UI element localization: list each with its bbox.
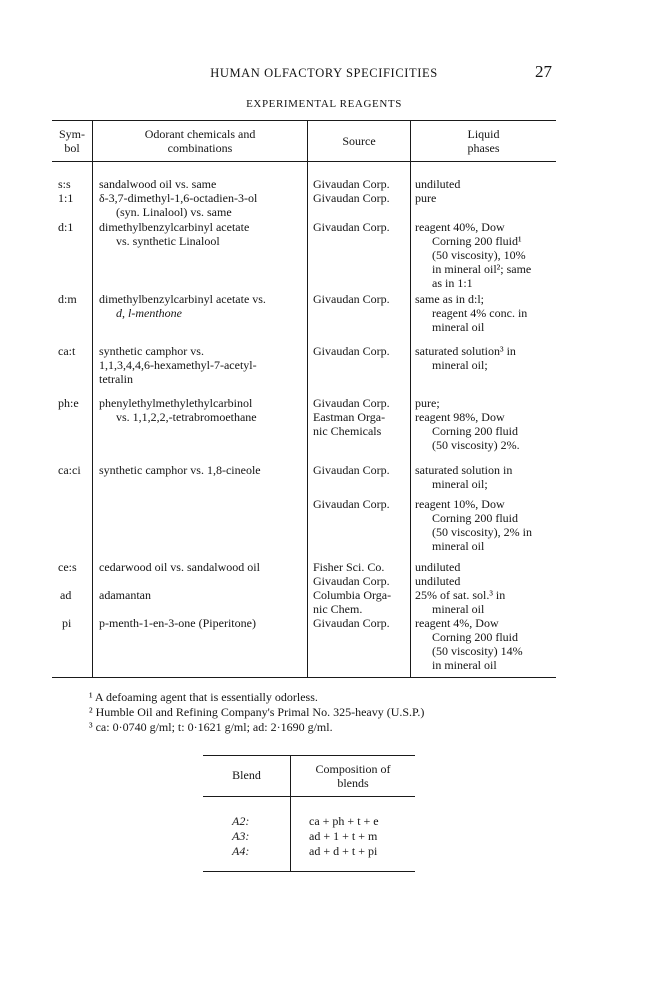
column-header-source (308, 134, 410, 148)
liquid-line: same as in d:l; (415, 292, 484, 306)
row-symbol: pi (62, 616, 72, 630)
liquid-line: (50 viscosity), 2% in (432, 525, 532, 539)
row-odorant (99, 177, 299, 191)
source-line: nic Chemicals (313, 424, 382, 438)
source-line: Givaudan Corp. (313, 220, 390, 234)
row-source (313, 463, 406, 477)
blends-header-composition (291, 762, 415, 790)
column-header-line: Composition of (315, 762, 391, 776)
row-source (313, 588, 406, 616)
column-header-line: combinations (167, 141, 233, 155)
source-line: Givaudan Corp. (313, 191, 390, 205)
source-line: Givaudan Corp. (313, 177, 390, 191)
table-column-divider (307, 120, 308, 677)
blend-composition: ad + d + t + pi (309, 844, 378, 858)
blend-composition: ad + 1 + t + m (309, 829, 378, 843)
blend-name: A3: (232, 829, 250, 843)
source-line: Columbia Orga- (313, 588, 392, 602)
row-liquid (415, 396, 555, 452)
liquid-line: 25% of sat. sol.³ in (415, 588, 506, 602)
row-source (313, 220, 406, 234)
odorant-line: tetralin (99, 372, 133, 386)
table-caption: EXPERIMENTAL REAGENTS (246, 98, 402, 110)
liquid-line: mineral oil (432, 602, 485, 616)
table-top-rule (52, 120, 556, 121)
liquid-line: (50 viscosity), 10% (432, 248, 526, 262)
row-source (313, 616, 406, 630)
row-source (313, 560, 406, 588)
row-odorant (99, 292, 299, 320)
footnote: ³ ca: 0·0740 g/ml; t: 0·1621 g/ml; ad: 2·1690 g/ml. (89, 720, 333, 734)
row-symbol: ce:s (58, 560, 77, 574)
source-line: Givaudan Corp. (313, 396, 390, 410)
odorant-line: dimethylbenzylcarbinyl acetate (99, 220, 250, 234)
row-symbol: ph:e (58, 396, 79, 410)
row-odorant (99, 344, 299, 386)
row-symbol: s:s (58, 177, 71, 191)
source-line: Givaudan Corp. (313, 344, 390, 358)
table-header-rule (52, 161, 556, 162)
column-header-line: Liquid (467, 127, 500, 141)
liquid-line: pure; (415, 396, 440, 410)
odorant-line: 1,1,3,4,4,6-hexamethyl-7-acetyl- (99, 358, 257, 372)
liquid-line: saturated solution³ in (415, 344, 516, 358)
row-liquid (415, 497, 555, 553)
footnote: ¹ A defoaming agent that is essentially odorless. (89, 690, 318, 704)
liquid-line: (50 viscosity) 2%. (432, 438, 520, 452)
row-source (313, 396, 406, 438)
odorant-line: synthetic camphor vs. 1,8-cineole (99, 463, 261, 477)
blend-name: A4: (232, 844, 250, 858)
source-line: Givaudan Corp. (313, 292, 390, 306)
liquid-line: mineral oil; (432, 358, 488, 372)
source-line: Givaudan Corp. (313, 497, 390, 511)
row-source (313, 497, 406, 511)
liquid-line: reagent 10%, Dow (415, 497, 505, 511)
row-source (313, 344, 406, 358)
odorant-line: dimethylbenzylcarbinyl acetate vs. (99, 292, 266, 306)
liquid-line: in mineral oil (432, 658, 497, 672)
row-odorant (99, 463, 299, 477)
liquid-line: (50 viscosity) 14% (432, 644, 523, 658)
liquid-line: reagent 4%, Dow (415, 616, 499, 630)
liquid-line: reagent 98%, Dow (415, 410, 505, 424)
row-symbol: d:1 (58, 220, 74, 234)
odorant-line: d, l-menthone (116, 306, 182, 320)
column-header-odorant (93, 127, 307, 155)
odorant-line: δ-3,7-dimethyl-1,6-octadien-3-ol (99, 191, 258, 205)
row-source (313, 191, 406, 205)
row-liquid (415, 344, 555, 372)
row-symbol: ca:ci (58, 463, 81, 477)
source-line: Givaudan Corp. (313, 616, 390, 630)
blends-top-rule (203, 755, 415, 756)
liquid-line: in mineral oil²; same (432, 262, 532, 276)
odorant-line: adamantan (99, 588, 151, 602)
odorant-line: synthetic camphor vs. (99, 344, 204, 358)
row-liquid (415, 463, 555, 491)
footnote: ² Humble Oil and Refining Company's Primal No. 325-heavy (U.S.P.) (89, 705, 425, 719)
odorant-line: (syn. Linalool) vs. same (116, 205, 232, 219)
column-header-symbol (53, 127, 91, 155)
odorant-line: vs. synthetic Linalool (116, 234, 220, 248)
odorant-line: vs. 1,1,2,2,-tetrabromoethane (116, 410, 257, 424)
liquid-line: Corning 200 fluid (432, 511, 518, 525)
source-line: Eastman Orga- (313, 410, 386, 424)
row-odorant (99, 560, 299, 574)
liquid-line: Corning 200 fluid (432, 424, 518, 438)
blends-header-blend: Blend (232, 768, 261, 782)
liquid-line: reagent 4% conc. in (432, 306, 528, 320)
liquid-line: reagent 40%, Dow (415, 220, 505, 234)
column-header-liquid (411, 127, 556, 155)
table-bottom-rule (52, 677, 556, 678)
liquid-line: mineral oil (432, 539, 485, 553)
odorant-line: sandalwood oil vs. same (99, 177, 217, 191)
liquid-line: Corning 200 fluid¹ (432, 234, 522, 248)
odorant-line: phenylethylmethylethylcarbinol (99, 396, 253, 410)
column-header-line: Sym- (58, 127, 85, 141)
page-number: 27 (535, 62, 552, 81)
blends-bottom-rule (203, 871, 415, 872)
column-header-line: Source (342, 134, 376, 148)
column-header-line: blends (337, 776, 369, 790)
blend-composition: ca + ph + t + e (309, 814, 379, 828)
row-liquid (415, 292, 555, 334)
liquid-line: Corning 200 fluid (432, 630, 518, 644)
source-line: Givaudan Corp. (313, 574, 390, 588)
column-header-line: bol (64, 141, 80, 155)
row-symbol: d:m (58, 292, 77, 306)
table-column-divider (92, 120, 93, 677)
row-odorant (99, 191, 299, 219)
row-source (313, 177, 406, 191)
blends-header-rule (203, 796, 415, 797)
row-symbol: 1:1 (58, 191, 74, 205)
row-liquid (415, 220, 555, 290)
liquid-line: undiluted (415, 560, 461, 574)
row-symbol: ad (60, 588, 72, 602)
liquid-line: mineral oil (432, 320, 485, 334)
row-liquid (415, 560, 555, 588)
row-odorant (99, 396, 299, 424)
odorant-line: cedarwood oil vs. sandalwood oil (99, 560, 260, 574)
liquid-line: undiluted (415, 177, 461, 191)
liquid-line: as in 1:1 (432, 276, 473, 290)
row-odorant (99, 220, 299, 248)
odorant-line: p-menth-1-en-3-one (Piperitone) (99, 616, 256, 630)
row-liquid (415, 177, 555, 191)
table-column-divider (410, 120, 411, 677)
row-liquid (415, 191, 555, 205)
row-odorant (99, 616, 299, 630)
blend-name: A2: (232, 814, 250, 828)
row-odorant (99, 588, 299, 602)
source-line: Fisher Sci. Co. (313, 560, 385, 574)
row-symbol: ca:t (58, 344, 76, 358)
row-source (313, 292, 406, 306)
column-header-line: Odorant chemicals and (144, 127, 256, 141)
source-line: nic Chem. (313, 602, 363, 616)
liquid-line: saturated solution in (415, 463, 513, 477)
running-head: HUMAN OLFACTORY SPECIFICITIES (210, 66, 438, 80)
row-liquid (415, 616, 555, 672)
source-line: Givaudan Corp. (313, 463, 390, 477)
liquid-line: undiluted (415, 574, 461, 588)
row-liquid (415, 588, 555, 616)
column-header-line: phases (467, 141, 500, 155)
liquid-line: mineral oil; (432, 477, 488, 491)
liquid-line: pure (415, 191, 437, 205)
